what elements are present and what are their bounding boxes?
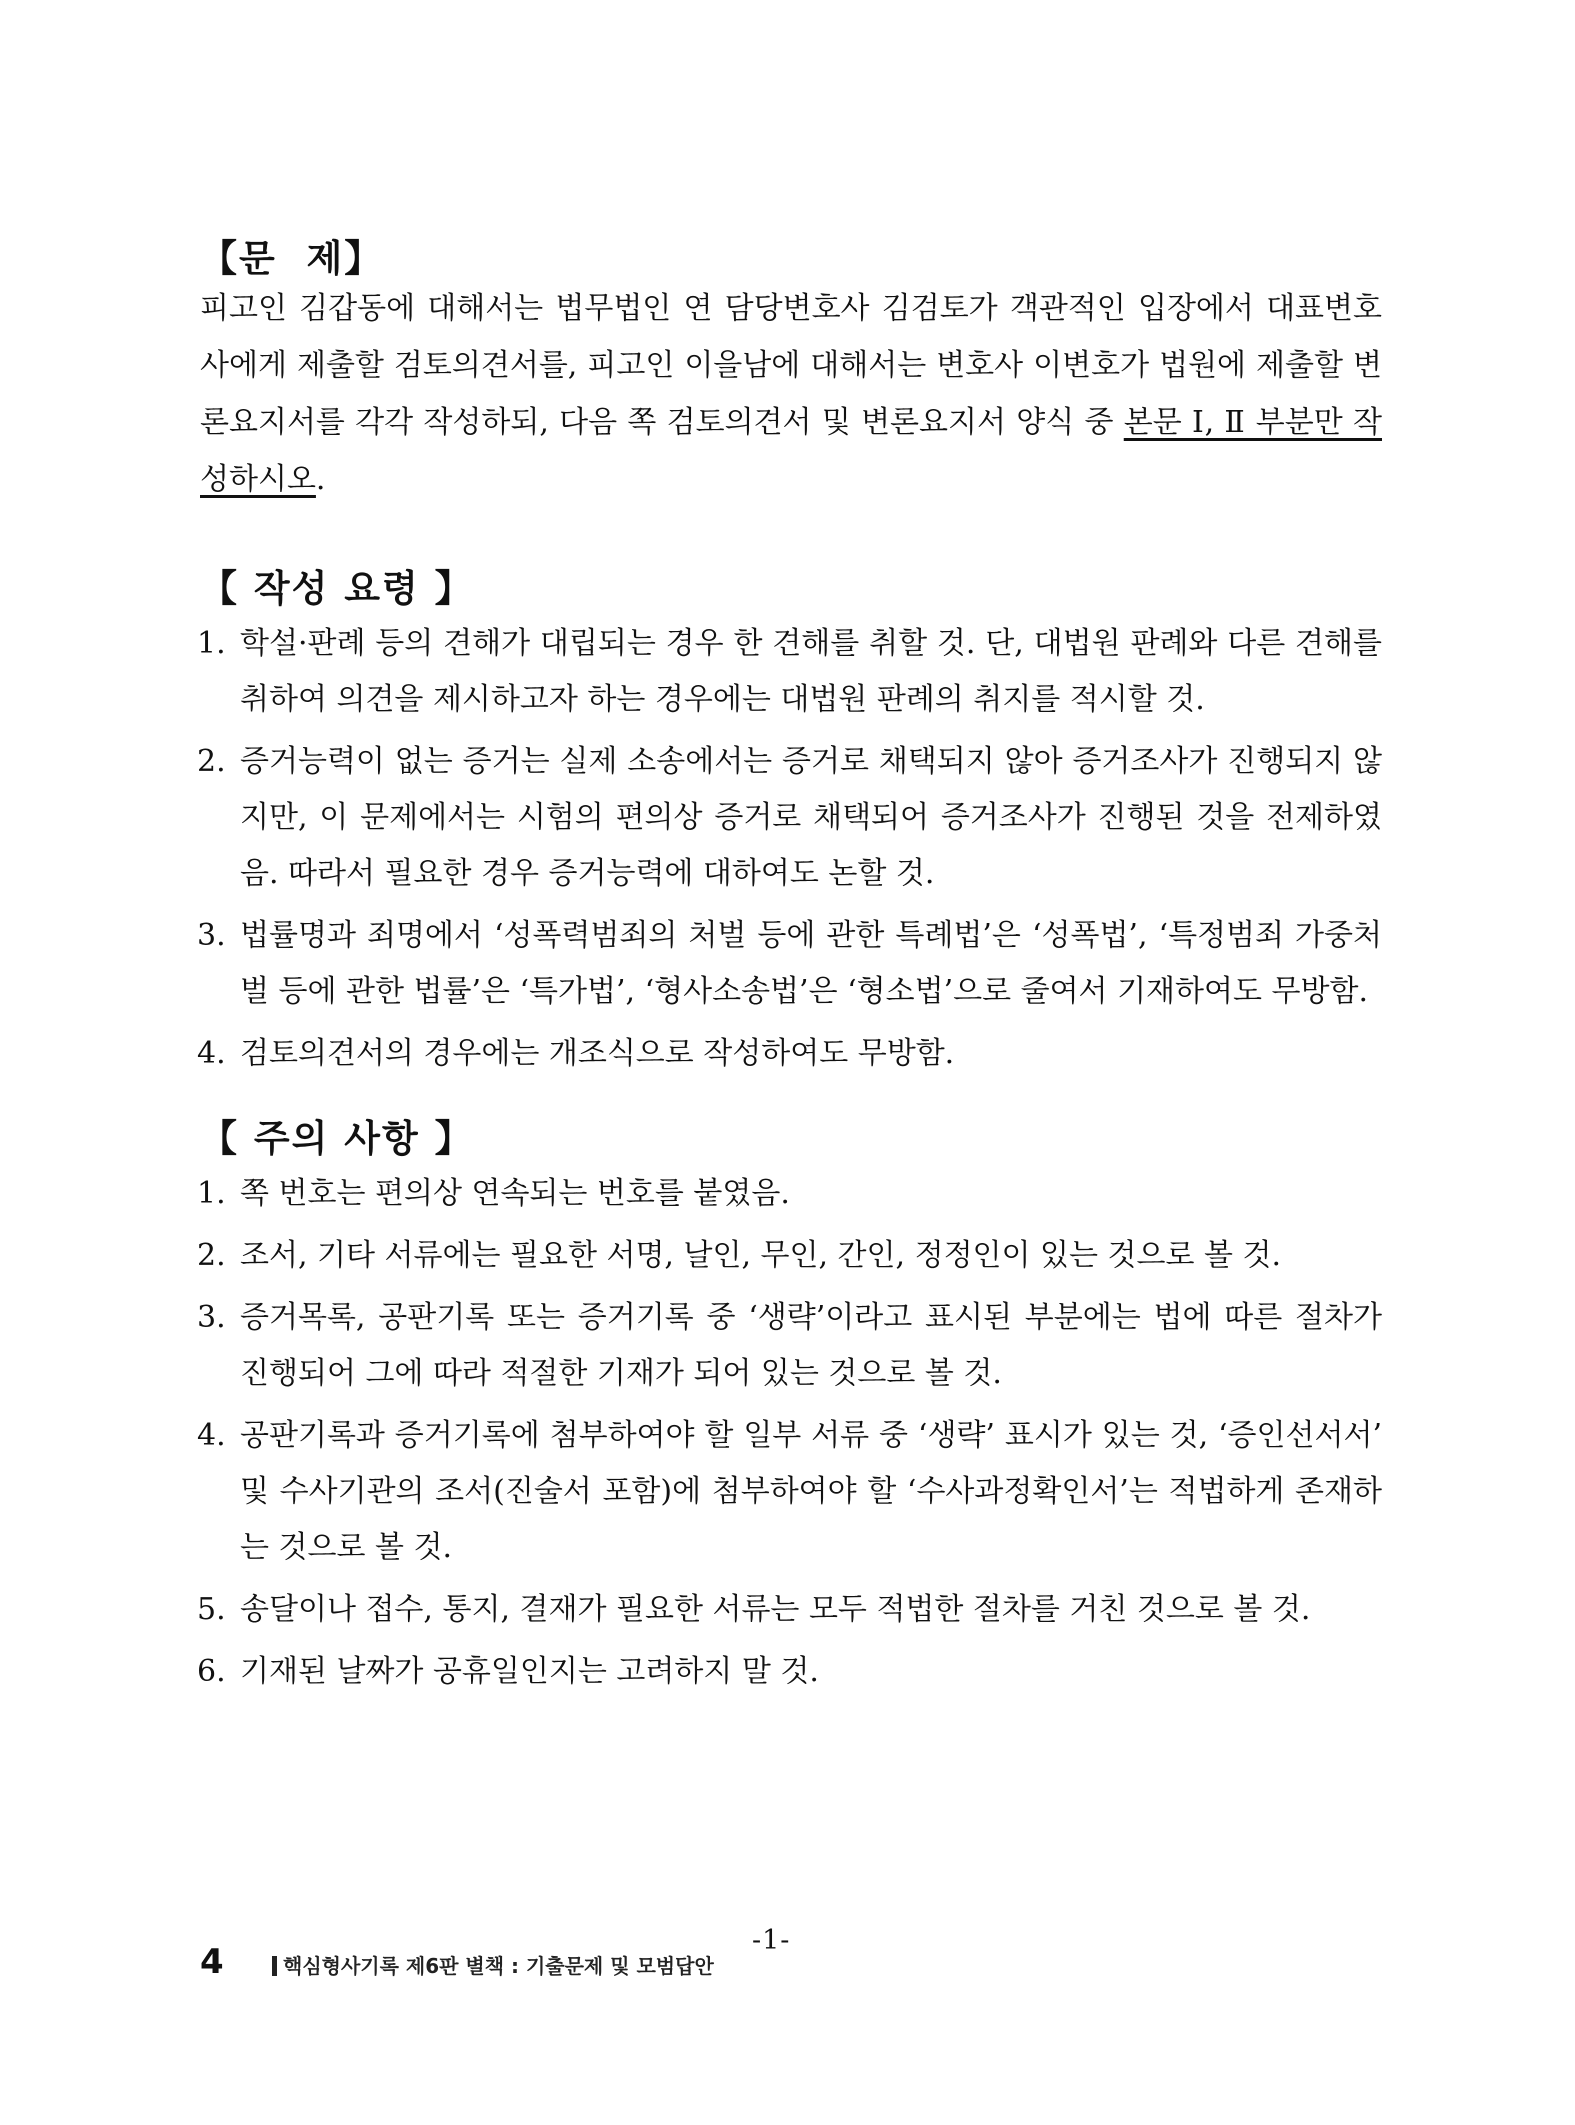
- problem-body-underlined: 본문 Ⅰ, Ⅱ 부분만 작성하시오: [200, 405, 1382, 497]
- note-number: 2.: [197, 1238, 226, 1273]
- guideline-number: 3.: [197, 918, 226, 953]
- guideline-item: [0, 908, 1382, 1020]
- note-number: 1.: [197, 1176, 226, 1211]
- book-title-text: 핵심형사기록 제6판 별책 : 기출문제 및 모범답안: [283, 1954, 714, 1978]
- note-text: 증거목록, 공판기록 또는 증거기록 중 ‘생략’이라고 표시된 부분에는 법에 따른 절차가 진행되어 그에 따라 적절한 기재가 되어 있는 것으로 볼 것.: [240, 1300, 1382, 1391]
- guideline-item: [0, 734, 1382, 902]
- guideline-text: 법률명과 죄명에서 ‘성폭력범죄의 처벌 등에 관한 특례법’은 ‘성폭법’, ‘특정범죄 가중처벌 등에 관한 법률’은 ‘특가법’, ‘형사소송법’은 ‘형소법’으로 줄여서 기재하여도 무방함.: [240, 918, 1382, 1009]
- note-number: 4.: [197, 1418, 226, 1453]
- title-bar-mark: [272, 1956, 277, 1976]
- notes-list: [0, 1166, 1575, 1706]
- book-title: [272, 1950, 714, 1979]
- problem-body-end: .: [315, 462, 326, 497]
- book-page-number: 4: [200, 1942, 224, 1982]
- note-number: 5.: [197, 1592, 226, 1627]
- problem-body: [200, 280, 1382, 508]
- note-text: 공판기록과 증거기록에 첨부하여야 할 일부 서류 중 ‘생략’ 표시가 있는 것, ‘증인선서서’ 및 수사기관의 조서(진술서 포함)에 첨부하여야 할 ‘수사과정확인서’는 적법하게 존재하는 것으로 볼 것.: [240, 1418, 1382, 1565]
- note-item: [0, 1166, 1382, 1222]
- note-text: 송달이나 접수, 통지, 결재가 필요한 서류는 모두 적법한 절차를 거친 것으로 볼 것.: [240, 1592, 1311, 1627]
- guideline-number: 4.: [197, 1036, 226, 1071]
- note-text: 기재된 날짜가 공휴일인지는 고려하지 말 것.: [240, 1654, 819, 1689]
- guideline-item: [0, 616, 1382, 728]
- guidelines-heading: 【 작성 요령 】: [200, 567, 474, 610]
- note-item: [0, 1408, 1382, 1576]
- guideline-number: 2.: [197, 744, 226, 779]
- note-number: 6.: [197, 1654, 226, 1689]
- guideline-text: 검토의견서의 경우에는 개조식으로 작성하여도 무방함.: [240, 1036, 955, 1071]
- note-item: [0, 1582, 1382, 1638]
- guideline-text: 증거능력이 없는 증거는 실제 소송에서는 증거로 채택되지 않아 증거조사가 진행되지 않지만, 이 문제에서는 시험의 편의상 증거로 채택되어 증거조사가 진행된 것을 전제하였음. 따라서 필요한 경우 증거능력에 대하여도 논할 것.: [240, 744, 1382, 891]
- note-item: [0, 1228, 1382, 1284]
- note-text: 쪽 번호는 편의상 연속되는 번호를 붙였음.: [240, 1176, 790, 1211]
- problem-body-text: 피고인 김갑동에 대해서는 법무법인 연 담당변호사 김검토가 객관적인 입장에서 대표변호사에게 제출할 검토의견서를, 피고인 이을남에 대해서는 변호사 이변호가 법원에 제출할 변론요지서를 각각 작성하되, 다음 쪽 검토의견서 및 변론요지서 양식 중: [200, 291, 1382, 440]
- note-item: [0, 1644, 1382, 1700]
- note-text: 조서, 기타 서류에는 필요한 서명, 날인, 무인, 간인, 정정인이 있는 것으로 볼 것.: [240, 1238, 1282, 1273]
- guidelines-list: [0, 616, 1575, 1088]
- guideline-text: 학설·판례 등의 견해가 대립되는 경우 한 견해를 취할 것. 단, 대법원 판례와 다른 견해를 취하여 의견을 제시하고자 하는 경우에는 대법원 판례의 취지를 적시할 것.: [240, 626, 1382, 717]
- guideline-number: 1.: [197, 626, 226, 661]
- problem-heading: 【문 제】: [200, 237, 384, 280]
- guideline-item: [0, 1026, 1382, 1082]
- note-item: [0, 1290, 1382, 1402]
- center-page-number: -1-: [752, 1925, 791, 1956]
- notes-heading: 【 주의 사항 】: [200, 1117, 474, 1160]
- note-number: 3.: [197, 1300, 226, 1335]
